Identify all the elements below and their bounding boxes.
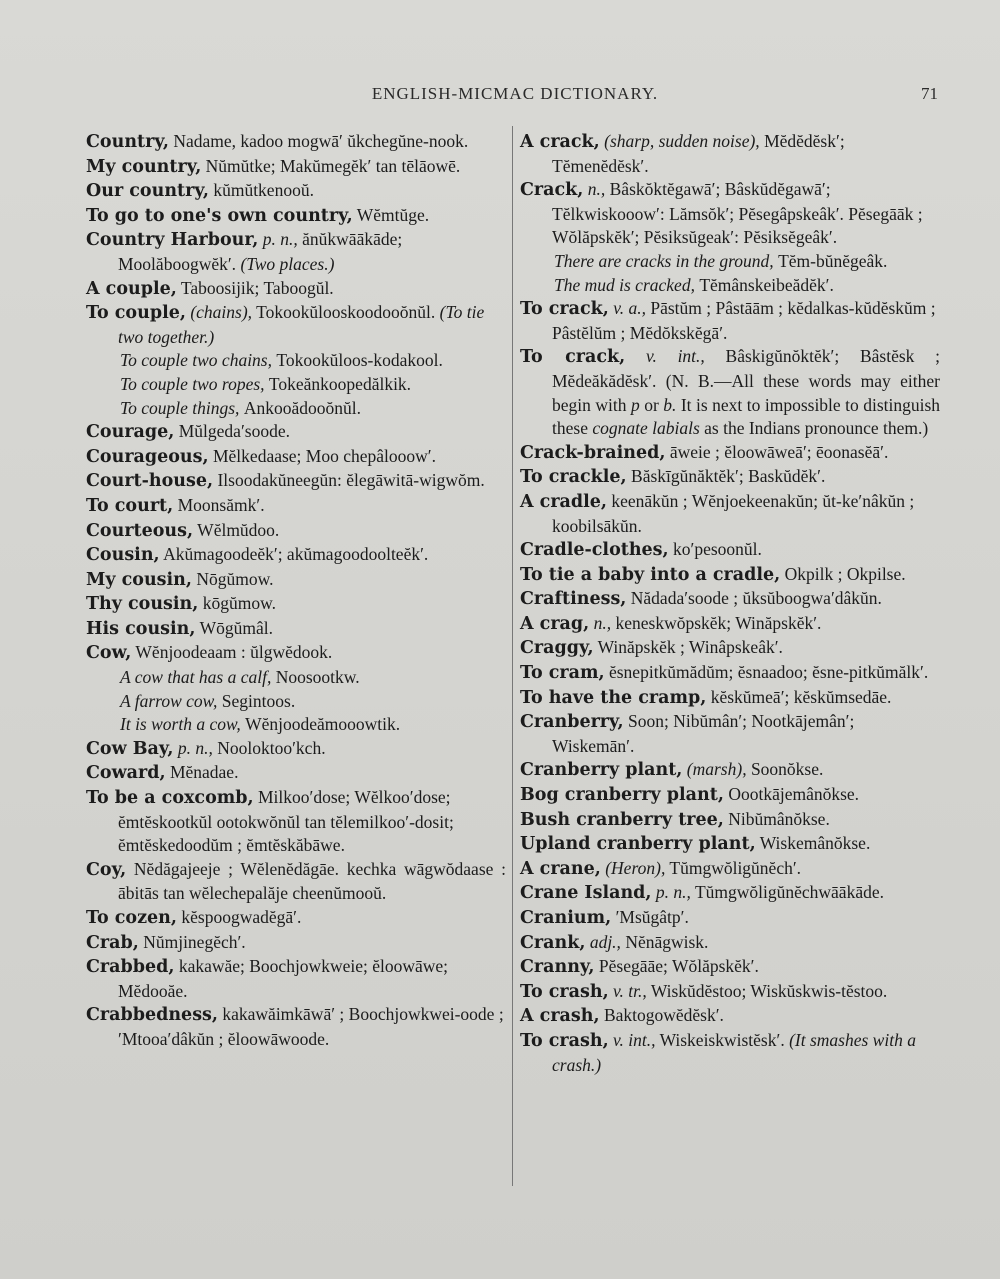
grammar-label: adj., bbox=[589, 931, 621, 952]
headword: Court-house, bbox=[86, 471, 214, 492]
entry-coy bbox=[86, 858, 506, 906]
grammar-label: p. n., bbox=[177, 737, 213, 758]
entry-cranny bbox=[520, 955, 940, 980]
column-divider bbox=[512, 126, 513, 1186]
headword: To crackle, bbox=[520, 467, 627, 488]
headword: Cradle-clothes, bbox=[520, 540, 669, 561]
page-number: 71 bbox=[921, 84, 938, 103]
headword: Cranium, bbox=[520, 908, 612, 928]
definition: Nōgŭmow. bbox=[196, 568, 274, 589]
example-phrase: A farrow cow, bbox=[120, 690, 218, 711]
headword: Cranberry plant, bbox=[520, 760, 683, 781]
grammar-label: (Heron), bbox=[605, 857, 666, 878]
definition: Nĕnāgwisk. bbox=[625, 931, 709, 952]
entry-to-crack-intransitive bbox=[520, 345, 940, 440]
definition: āweie ; ĕloowāweā′; ēoonasĕā′. bbox=[669, 441, 889, 462]
headword: To court, bbox=[86, 495, 174, 516]
headword: Bush cranberry tree, bbox=[520, 809, 724, 830]
headword: To crack, bbox=[520, 299, 609, 320]
definition: kakawăimkāwā′ ; Boochjowkwei-oode ; ′Mtooa′dâkŭn ; ĕloowāwoode. bbox=[118, 1004, 504, 1049]
headword: To crack, bbox=[520, 347, 626, 368]
entry-country-harbour bbox=[86, 228, 506, 276]
example-translation: Tĕmânskeibeădĕk′. bbox=[699, 274, 834, 295]
definition: Nadame, kadoo mogwā′ ŭkchegŭne-nook. bbox=[173, 131, 469, 151]
entry-courageous bbox=[86, 445, 506, 470]
definition: kĕskŭmeā′; kĕskŭmsedāe. bbox=[710, 686, 892, 707]
definition: Nĕdăgajeeje ; Wĕlenĕdăgāe. kechka wāgwŏdaase : ābitās tan wĕlechepalăje cheenŭmooŭ. bbox=[118, 858, 506, 904]
left-column bbox=[86, 130, 506, 1052]
example-translation: Noosootkw. bbox=[275, 667, 360, 688]
entry-crack-noun bbox=[520, 178, 940, 250]
definition: Moonsămk′. bbox=[177, 494, 265, 515]
headword: Cow, bbox=[86, 643, 132, 664]
grammar-label: v. int., bbox=[613, 1029, 656, 1050]
grammar-label: n., bbox=[587, 179, 606, 200]
entry-cow bbox=[86, 641, 506, 666]
example bbox=[86, 666, 506, 690]
definition: Bâskŏktĕgawā′; Bâskŭdĕgawā′; Tĕlkwiskooow′: Lămsŏk′; Pĕsegâpskeâk′. Pĕsegāāk ; Wŏlăpskĕk′; Pĕsiksŭgeak′: Pĕsiksĕgeâk′. bbox=[552, 179, 923, 248]
headword: Thy cousin, bbox=[86, 594, 199, 615]
definition: Wōgŭmâl. bbox=[199, 617, 273, 638]
entry-crank bbox=[520, 931, 940, 956]
grammar-label: v. a., bbox=[613, 298, 646, 319]
definition: ănŭkwāākāde; Moolăboogwĕk′. bbox=[118, 229, 403, 274]
headword: To crash, bbox=[520, 1030, 609, 1051]
headword: A crash, bbox=[520, 1006, 600, 1027]
entry-to-crack-active bbox=[520, 297, 940, 345]
headword: Cousin, bbox=[86, 545, 160, 566]
example bbox=[86, 713, 506, 737]
entry-cradle-clothes bbox=[520, 538, 940, 563]
definition: Tŭmgwŏligŭnĕchwāākāde. bbox=[694, 882, 884, 903]
example-translation: Tokeănkoopedălkik. bbox=[268, 373, 412, 394]
definition: Mĕdĕdĕsk′; Tĕmenĕdĕsk′. bbox=[552, 131, 845, 176]
headword: To couple, bbox=[86, 303, 186, 324]
grammar-label: n., bbox=[593, 612, 612, 633]
headword: To cram, bbox=[520, 663, 605, 684]
headword: To have the cramp, bbox=[520, 687, 707, 708]
headword: Country, bbox=[86, 132, 169, 152]
definition: Mĕlkedaase; Moo chepâlooow′. bbox=[212, 445, 436, 466]
example-translation: Tokookŭloos-kodakool. bbox=[276, 350, 443, 371]
definition: Nădada′soode ; ŭksŭboogwa′dâkŭn. bbox=[630, 588, 882, 609]
example-translation: Tĕm-bŭnĕgeâk. bbox=[778, 250, 888, 271]
definition: Wiskeiskwistĕsk′. bbox=[659, 1029, 785, 1050]
entry-to-crash-tr bbox=[520, 980, 940, 1005]
definition: Wĕnjoodeaam : ŭlgwĕdook. bbox=[135, 642, 333, 663]
grammar-label: (chains), bbox=[190, 302, 253, 323]
right-column bbox=[520, 130, 940, 1077]
definition: Tŭmgwŏligŭnĕch′. bbox=[669, 857, 802, 878]
headword: To go to one's own country, bbox=[86, 205, 353, 226]
headword: Craftiness, bbox=[520, 589, 627, 610]
definition: Pāstŭm ; Pâstāām ; kĕdalkas-kŭdĕskŭm ; Pâstĕlŭm ; Mĕdŏkskĕgā′. bbox=[552, 298, 936, 343]
conjunction: or bbox=[644, 394, 659, 415]
headword: Cow Bay, bbox=[86, 738, 174, 759]
headword: Crack-brained, bbox=[520, 442, 666, 463]
example bbox=[86, 397, 506, 421]
entry-upland-cranberry bbox=[520, 832, 940, 857]
example-phrase: To couple things, bbox=[120, 397, 240, 418]
headword: Crane Island, bbox=[520, 883, 652, 904]
headword: To cozen, bbox=[86, 908, 177, 928]
entry-my-cousin bbox=[86, 568, 506, 593]
entry-crack-brained bbox=[520, 441, 940, 466]
definition: keneskwŏpskĕk; Winăpskĕk′. bbox=[615, 612, 822, 633]
definition: Okpilk ; Okpilse. bbox=[784, 563, 906, 584]
definition: Pĕsegāāe; Wŏlăpskĕk′. bbox=[598, 956, 759, 977]
example-phrase: To couple two chains, bbox=[120, 350, 272, 371]
headword: Country Harbour, bbox=[86, 230, 259, 251]
entry-craftiness bbox=[520, 587, 940, 612]
definition-cont: It is next to impossible to distinguish these bbox=[552, 394, 941, 439]
example bbox=[86, 373, 506, 397]
example-phrase: The mud is cracked, bbox=[554, 274, 695, 295]
entry-crane-island bbox=[520, 881, 940, 906]
entry-cranberry-plant bbox=[520, 758, 940, 783]
definition: ĕsnepitkŭmădŭm; ĕsnaadoo; ĕsne-pitkŭmălk′. bbox=[608, 662, 929, 683]
entry-cranberry bbox=[520, 710, 940, 758]
entry-a-crash bbox=[520, 1004, 940, 1029]
entry-to-crash-int bbox=[520, 1029, 940, 1077]
headword: Crank, bbox=[520, 932, 586, 953]
entry-crab bbox=[86, 931, 506, 956]
entry-cow-bay bbox=[86, 737, 506, 762]
entry-own-country bbox=[86, 204, 506, 229]
definition: Taboosijik; Taboogŭl. bbox=[180, 277, 334, 298]
definition: keenākŭn ; Wĕnjoekeenakŭn; ŭt-ke′nâkŭn ; koobilsākŭn. bbox=[552, 490, 915, 536]
grammar-label: v. tr., bbox=[613, 980, 647, 1001]
headword: His cousin, bbox=[86, 618, 196, 639]
running-title: ENGLISH-MICMAC DICTIONARY. bbox=[371, 84, 659, 103]
entry-to-court bbox=[86, 494, 506, 519]
definition: Băskīgŭnăktĕk′; Baskŭdĕk′. bbox=[631, 466, 826, 487]
entry-coxcomb bbox=[86, 786, 506, 858]
entry-thy-cousin bbox=[86, 592, 506, 617]
entry-a-couple bbox=[86, 277, 506, 302]
definition: Ilsoodakŭneegŭn: ĕlegāwitā-wigwŏm. bbox=[217, 470, 485, 491]
headword: My cousin, bbox=[86, 569, 192, 590]
definition: Wĕlmŭdoo. bbox=[197, 519, 280, 540]
definition: Mŭlgeda′soode. bbox=[178, 421, 290, 442]
entry-a-crack bbox=[520, 130, 940, 178]
letter-p: p bbox=[630, 394, 640, 415]
page-header bbox=[0, 84, 1000, 114]
headword: To crash, bbox=[520, 981, 609, 1002]
note: (It smashes with a crash.) bbox=[552, 1029, 916, 1075]
entry-a-crag bbox=[520, 612, 940, 637]
example-phrase: It is worth a cow, bbox=[120, 714, 241, 735]
definition: Oootkājemânŏkse. bbox=[728, 784, 860, 805]
definition: Soonŏkse. bbox=[750, 759, 824, 780]
entry-a-cradle bbox=[520, 490, 940, 538]
example bbox=[520, 274, 940, 298]
entry-crabbed bbox=[86, 955, 506, 1003]
headword: Our country, bbox=[86, 181, 209, 202]
entry-my-country bbox=[86, 155, 506, 180]
headword: A couple, bbox=[86, 278, 177, 299]
headword: Cranberry, bbox=[520, 712, 624, 733]
grammar-label: p. n., bbox=[655, 882, 691, 903]
entry-cramp bbox=[520, 686, 940, 711]
definition: Wiskŭdĕstoo; Wiskŭskwis-tĕstoo. bbox=[650, 980, 888, 1001]
entry-to-cozen bbox=[86, 906, 506, 931]
definition: Wĕmtŭge. bbox=[356, 204, 430, 225]
definition: Mĕnadae. bbox=[169, 762, 239, 783]
entry-cousin bbox=[86, 543, 506, 568]
headword: Crack, bbox=[520, 180, 584, 201]
headword: A crane, bbox=[520, 858, 601, 879]
example-phrase: A cow that has a calf, bbox=[120, 667, 272, 688]
example-translation: Wĕnjoodeămooowtik. bbox=[245, 714, 401, 735]
entry-craggy bbox=[520, 636, 940, 661]
headword: Crabbedness, bbox=[86, 1005, 218, 1026]
entry-to-crackle bbox=[520, 465, 940, 490]
note: (Two places.) bbox=[240, 253, 335, 274]
definition: kŭmŭtkenooŭ. bbox=[213, 180, 314, 201]
definition: Wiskemânŏkse. bbox=[759, 833, 871, 854]
entry-his-cousin bbox=[86, 617, 506, 642]
definition: kĕspoogwadĕgā′. bbox=[181, 907, 302, 927]
headword: A crack, bbox=[520, 132, 600, 152]
grammar-label: (sharp, sudden noise), bbox=[604, 131, 760, 151]
note: (To tie two together.) bbox=[118, 302, 485, 347]
headword: Courage, bbox=[86, 422, 175, 443]
grammar-label: p. n., bbox=[262, 229, 298, 250]
definition: Nŭmjinegĕch′. bbox=[143, 931, 246, 952]
headword: Crabbed, bbox=[86, 957, 175, 978]
entry-country bbox=[86, 130, 506, 155]
example-translation: Ankooădooŏnŭl. bbox=[243, 397, 361, 418]
entry-bog-cranberry bbox=[520, 783, 940, 808]
definition: kakawăe; Boochjowkweie; ĕloowāwe; Mĕdooăe. bbox=[118, 956, 449, 1001]
definition: kōgŭmow. bbox=[202, 593, 276, 614]
example bbox=[86, 690, 506, 714]
headword: Upland cranberry plant, bbox=[520, 834, 756, 855]
definition: Tokookŭlooskoodooŏnŭl. bbox=[256, 302, 436, 323]
definition: Bâskigŭnŏktĕk′; Bâstĕsk ; Mĕdeăkădĕsk′. (N. B.—All these words may either begin with bbox=[552, 346, 941, 415]
grammar-label: v. int., bbox=[645, 346, 705, 367]
headword: Bog cranberry plant, bbox=[520, 785, 724, 806]
headword: Crab, bbox=[86, 932, 139, 953]
definition: Akŭmagoodeĕk′; akŭmagoodoolteĕk′. bbox=[163, 544, 429, 565]
headword: Craggy, bbox=[520, 638, 594, 659]
entry-to-couple bbox=[86, 301, 506, 349]
cognate-labials: cognate labials bbox=[592, 418, 700, 439]
definition: Nooloktoo′kch. bbox=[217, 737, 326, 758]
definition: ko′pesoonŭl. bbox=[673, 539, 762, 560]
entry-court-house bbox=[86, 469, 506, 494]
definition: Baktogowĕdĕsk′. bbox=[603, 1005, 724, 1026]
headword: A cradle, bbox=[520, 491, 607, 512]
definition: ′Msŭgâtp′. bbox=[615, 907, 689, 927]
definition: Nŭmŭtke; Makŭmegĕk′ tan tēlāowē. bbox=[205, 155, 461, 176]
headword: Courageous, bbox=[86, 446, 209, 467]
definition: Soon; Nibŭmân′; Nootkājemân′; Wiskemān′. bbox=[552, 711, 855, 756]
entry-coward bbox=[86, 761, 506, 786]
example-phrase: To couple two ropes, bbox=[120, 373, 265, 394]
headword: Coy, bbox=[86, 859, 127, 880]
headword: A crag, bbox=[520, 613, 590, 634]
entry-courage bbox=[86, 420, 506, 445]
example-phrase: There are cracks in the ground, bbox=[554, 250, 774, 271]
entry-to-cram bbox=[520, 661, 940, 686]
headword: My country, bbox=[86, 156, 202, 177]
entry-courteous bbox=[86, 519, 506, 544]
headword: Cranny, bbox=[520, 957, 595, 978]
entry-our-country bbox=[86, 179, 506, 204]
definition: Milkoo′dose; Wĕlkoo′dose; ĕmtĕskootkŭl ootokwŏnŭl tan tĕlemilkoo′-dosit; ĕmtĕskedoodŭm ; ĕmtĕskăbāwe. bbox=[118, 787, 454, 856]
entry-tie-baby-cradle bbox=[520, 563, 940, 588]
definition: Nibŭmânŏkse. bbox=[728, 808, 830, 829]
headword: To tie a baby into a cradle, bbox=[520, 564, 781, 585]
example bbox=[520, 250, 940, 274]
definition: Winăpskĕk ; Winâpskeâk′. bbox=[597, 637, 783, 658]
entry-cranium bbox=[520, 906, 940, 931]
headword: Courteous, bbox=[86, 520, 194, 541]
entry-bush-cranberry bbox=[520, 808, 940, 833]
entry-a-crane bbox=[520, 857, 940, 882]
grammar-label: (marsh), bbox=[686, 759, 747, 780]
example-translation: Segintoos. bbox=[221, 690, 296, 711]
example bbox=[86, 349, 506, 373]
definition-cont: as the Indians pronounce them.) bbox=[704, 418, 929, 439]
letter-b: b. bbox=[663, 394, 677, 415]
headword: Coward, bbox=[86, 763, 166, 784]
headword: To be a coxcomb, bbox=[86, 788, 254, 809]
entry-crabbedness bbox=[86, 1003, 506, 1051]
